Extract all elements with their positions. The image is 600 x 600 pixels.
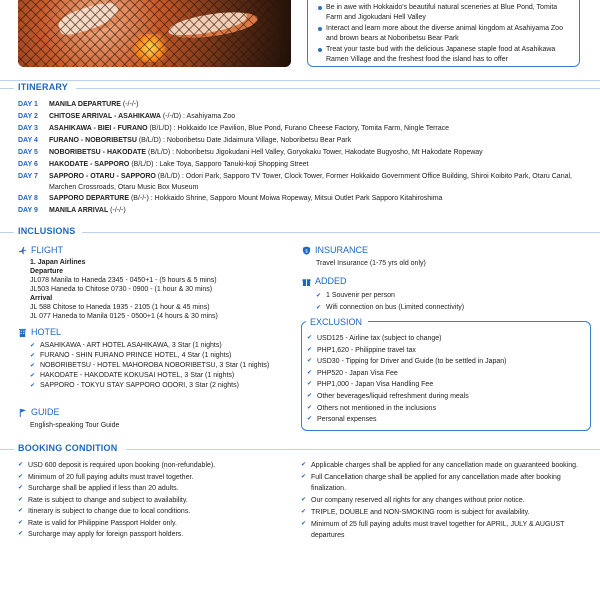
day-details: (B/L/D) : Lake Toya, Sapporo Tanuki-koji Shopping Street: [129, 161, 309, 168]
day-route: NOBORIBETSU - HAKODATE: [49, 149, 147, 156]
hotel-icon: [18, 328, 27, 337]
insurance-text: Travel Insurance (1-75 yrs old only): [316, 260, 426, 267]
booking-item: ✔ Surcharge may apply for foreign passport holders.: [18, 529, 288, 541]
booking-item: ✔ Itinerary is subject to change due to local conditions.: [18, 506, 288, 518]
day-label: DAY 8: [18, 195, 38, 202]
highlight-item: Be in awe with Hokkaido's beautiful natural sceneries at Blue Pond, Tomita Farm and Jigokudani Hell Valley: [316, 3, 571, 23]
hotel-title: HOTEL: [31, 327, 62, 337]
added-title: ADDED: [315, 276, 347, 286]
added-list: [316, 290, 464, 314]
exclusion-item: ✔ PHP1,000 - Japan Visa Handling Fee: [307, 379, 507, 391]
booking-item: ✔ Applicable charges shall be applied for any cancellation made on guaranteed booking.: [301, 460, 583, 471]
itinerary-day: [18, 159, 588, 171]
day-details: (-/-/-): [108, 207, 126, 214]
hotel-list: [30, 341, 269, 391]
hotel-item: ✔ HAKODATE - HAKODATE KOKUSAI HOTEL, 3 Star (1 nights): [30, 371, 269, 381]
day-details: (B/L/D) : Noboribetsu Date Jidaimura Village, Noboribetsu Bear Park: [136, 137, 352, 144]
booking-item: ✔ USD 600 deposit is required upon booking (non-refundable).: [18, 460, 288, 472]
exclusion-item: ✔ USD125 - Airline tax (subject to change): [307, 333, 507, 345]
booking-item: ✔ Rate is subject to change and subject to availability.: [18, 495, 288, 507]
itinerary-day: [18, 205, 588, 217]
departure-flight: JL078 Manila to Haneda 2345 - 0450+1 - (5 hours & 5 mins): [30, 277, 217, 284]
exclusion-title: EXCLUSION: [310, 317, 363, 327]
booking-right-list: [301, 460, 583, 542]
itinerary-list: [18, 99, 588, 217]
exclusion-item: ✔ Others not mentioned in the inclusions: [307, 403, 507, 415]
day-label: DAY 1: [18, 101, 38, 108]
airline-name: 1. Japan Airlines: [30, 259, 86, 266]
itinerary-day: [18, 111, 588, 123]
day-label: DAY 3: [18, 125, 38, 132]
insurance-heading: [302, 245, 368, 257]
day-details: (B/-/-) : Hokkaido Shrine, Sapporo Mount Moiwa Ropeway, Mitsui Outlet Park Sapporo Kitahiroshima: [129, 195, 443, 202]
day-details: (-/-/-): [120, 101, 139, 108]
svg-text:$: $: [305, 248, 308, 254]
departure-flight: JL503 Haneda to Chitose 0730 - 0900 - (1 hour & 30 mins): [30, 286, 213, 293]
day-route: SAPPORO - OTARU - SAPPORO: [49, 173, 156, 180]
itinerary-day: [18, 171, 588, 193]
guide-flag-icon: [18, 408, 27, 417]
itinerary-day: [18, 123, 588, 135]
hotel-item: ✔ ASAHIKAWA - ART HOTEL ASAHIKAWA, 3 Star (1 nights): [30, 341, 269, 351]
day-label: DAY 6: [18, 161, 38, 168]
itinerary-day: [18, 147, 588, 159]
exclusion-item: ✔ PHP520 - Japan Visa Fee: [307, 368, 507, 380]
added-item: ✔ Wifi connection on bus (Limited connectivity): [316, 302, 464, 314]
booking-item: ✔ Minimum of 25 full paying adults must travel together for APRIL, JULY & AUGUST departures: [301, 519, 583, 541]
day-route: MANILA ARRIVAL: [49, 207, 109, 214]
day-route: ASAHIKAWA - BIEI - FURANO: [49, 125, 148, 132]
day-details: (-/-/D) : Asahiyama Zoo: [160, 113, 236, 120]
shield-icon: [302, 246, 311, 255]
guide-title: GUIDE: [31, 407, 60, 417]
day-label: DAY 4: [18, 137, 38, 144]
itinerary-day: [18, 135, 588, 147]
day-details: (B/L/D) : Noboribetsu Jigokudani Hell Valley, Goryokaku Tower, Hakodate Bugyosho, Mt Hakodate Ropeway: [146, 149, 483, 156]
itinerary-day: [18, 99, 588, 111]
day-details: (B/L/D) : Odori Park, Sapporo TV Tower, Clock Tower, Former Hokkaido Government Office Building, Shiroi Koibito Park, Otaru Canal, Marchen Crossroads, Otaru Music Box Museum: [49, 173, 572, 191]
guide-heading: [18, 407, 60, 419]
hotel-item: ✔ SAPPORO - TOKYU STAY SAPPORO ODORI, 3 Star (2 nights): [30, 381, 269, 391]
added-heading: [302, 276, 347, 288]
inclusions-title: INCLUSIONS: [18, 226, 76, 236]
day-details: (B/L/D) : Hokkaido Ice Pavilion, Blue Pond, Furano Cheese Factory, Tomita Farm, Ningle Terrace: [147, 125, 450, 132]
exclusion-list: [307, 333, 507, 426]
itinerary-day: [18, 193, 588, 205]
gift-icon: [302, 277, 311, 286]
highlights-box: [307, 0, 580, 67]
day-label: DAY 9: [18, 207, 38, 214]
airplane-icon: [18, 246, 27, 255]
exclusion-item: ✔ Other beverages/liquid refreshment during meals: [307, 391, 507, 403]
booking-item: ✔ TRIPLE, DOUBLE and NON-SMOKING room is subject for availability.: [301, 507, 583, 518]
day-route: CHITOSE ARRIVAL - ASAHIKAWA: [49, 113, 161, 120]
crab-grill-photo: [18, 0, 291, 67]
day-route: HAKODATE - SAPPORO: [49, 161, 130, 168]
exclusion-item: ✔ USD30 - Tipping for Driver and Guide (to be settled in Japan): [307, 356, 507, 368]
flight-title: FLIGHT: [31, 245, 64, 255]
day-route: SAPPORO DEPARTURE: [49, 195, 129, 202]
arrival-label: Arrival: [30, 295, 53, 302]
booking-item: ✔ Minimum of 20 full paying adults must travel together.: [18, 472, 288, 484]
day-route: FURANO - NOBORIBETSU: [49, 137, 137, 144]
booking-header: [0, 443, 600, 455]
added-item: ✔ 1 Souvenir per person: [316, 290, 464, 302]
divider: [0, 80, 600, 81]
arrival-flight: JL 588 Chitose to Haneda 1935 - 2105 (1 hour & 45 mins): [30, 304, 210, 311]
booking-item: ✔ Surcharge shall be applied if less than 20 adults.: [18, 483, 288, 495]
guide-text: English-speaking Tour Guide: [30, 422, 120, 429]
highlight-item: Treat your taste bud with the delicious Japanese staple food at Asahikawa Ramen Village and the freshest food the island has to offer: [316, 45, 571, 65]
inclusions-header: [0, 226, 600, 238]
day-label: DAY 2: [18, 113, 38, 120]
exclusion-item: ✔ Personal expenses: [307, 414, 507, 426]
departure-label: Departure: [30, 268, 64, 275]
day-label: DAY 5: [18, 149, 38, 156]
highlight-item: Interact and learn more about the diverse animal kingdom at Asahiyama Zoo and brown bears at Noboribetsu Bear Park: [316, 24, 571, 44]
booking-title: BOOKING CONDITION: [18, 443, 118, 453]
day-route: MANILA DEPARTURE: [49, 101, 121, 108]
hotel-item: ✔ NOBORIBETSU - HOTEL MAHOROBA NOBORIBETSU, 3 Star (1 nights): [30, 361, 269, 371]
itinerary-title: ITINERARY: [18, 82, 68, 92]
arrival-flight: JL 077 Haneda to Manila 0125 - 0500+1 (4 hours & 30 mins): [30, 313, 218, 320]
booking-item: ✔ Full Cancellation charge shall be applied for any cancellation made after booking finalization.: [301, 472, 583, 494]
day-label: DAY 7: [18, 173, 38, 180]
flight-heading: [18, 245, 63, 257]
booking-left-list: [18, 460, 288, 541]
insurance-title: INSURANCE: [315, 245, 369, 255]
itinerary-header: [0, 82, 600, 94]
hotel-heading: [18, 327, 61, 339]
exclusion-heading: [310, 317, 362, 329]
hotel-item: ✔ FURANO - SHIN FURANO PRINCE HOTEL, 4 Star (1 nights): [30, 351, 269, 361]
exclusion-item: ✔ PHP1,620 - Philippine travel tax: [307, 345, 507, 357]
booking-item: ✔ Rate is valid for Philippine Passport Holder only.: [18, 518, 288, 530]
booking-item: ✔ Our company reserved all rights for any changes without prior notice.: [301, 495, 583, 506]
